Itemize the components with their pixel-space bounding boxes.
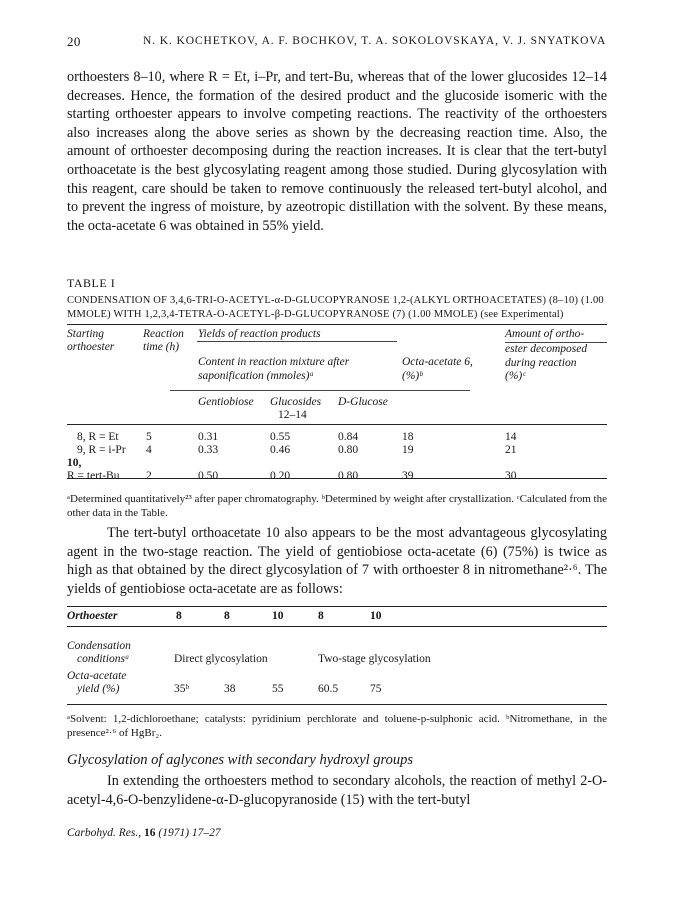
table-1-yields-rule bbox=[197, 341, 397, 342]
t2-two-stage: Two-stage glycosylation bbox=[318, 653, 431, 665]
table-1-caption: CONDENSATION OF 3,4,6-TRI-O-ACETYL-α-D-GLUCOPYRANOSE 1,2-(ALKYL ORTHOACETATES) (8–10) (1.00 MMOLE) WITH 1,2,3,4-TETRA-O-ACETYL-β-D-GLUCOPYRANOSE (7) (1.00 MMOLE) (see Experimental) bbox=[67, 295, 604, 320]
t2-yield: 38 bbox=[224, 683, 236, 695]
t2-yield: 60.5 bbox=[318, 683, 339, 695]
journal-pages: (1971) 17–27 bbox=[158, 827, 221, 839]
cell-orthoester: R = tert-Bu bbox=[67, 470, 120, 482]
journal-footer bbox=[67, 827, 221, 839]
table-1-top-rule bbox=[67, 324, 607, 325]
table-1-header-rule bbox=[67, 424, 607, 425]
cell-glucosides: 0 20 bbox=[270, 470, 291, 482]
cell-gentiobiose: 0.33 bbox=[198, 444, 219, 456]
th-amount-3: during reaction bbox=[505, 357, 577, 369]
cell-orthoester: 8, R = Et bbox=[77, 431, 119, 443]
table-1-subheader-rule bbox=[170, 390, 470, 391]
t2-header-label: Orthoester bbox=[67, 610, 118, 622]
th-dglucose: D-Glucose bbox=[338, 396, 388, 408]
table-2-footnote: ᵃSolvent: 1,2-dichloroethane; catalysts: pyridinium perchlorate and toluene-p-sulphonic acid. ᵇNitromethane, in the presence²·⁶ of HgBr₂. bbox=[67, 713, 607, 739]
t2-direct: Direct glycosylation bbox=[174, 653, 268, 665]
journal-name: Carbohyd. Res., bbox=[67, 827, 142, 839]
cell-amount: 14 bbox=[505, 431, 517, 443]
t2-orthoester: 8 bbox=[318, 610, 324, 622]
th-octa-1: Octa-acetate 6, bbox=[402, 356, 473, 368]
cell-dglucose: 0.80 bbox=[338, 444, 359, 456]
paragraph-1-text: orthoesters 8–10, where R = Et, i–Pr, and tert-Bu, whereas that of the lower glucosides 12–14 decreases. Hence, the formation of the desired product and the glucoside isomeric with the starting orthoester appears to involve competing reactions. The reactivity of the orthoesters also increases along the above series as shown by the decreasing reaction time. Also, the amount of orthoester decomposing during the reaction increases. It is clear that the tert-butyl orthoacetate is the best glycosylating reagent among those studied. During glycosylation with this reagent, care should be taken to remove continuously the released tert-butyl alcohol, and to prevent the ingress of moisture, by azeotropic distillation with the solvent. By these means, the octa-acetate 6 was obtained in 55% yield. bbox=[67, 69, 607, 234]
th-reaction-2: time (h) bbox=[143, 341, 180, 353]
cell-orthoester: 9, R = i-Pr bbox=[77, 444, 126, 456]
running-header bbox=[67, 34, 613, 50]
th-reaction-1: Reaction bbox=[143, 328, 184, 340]
table-2-header-rule bbox=[67, 626, 607, 627]
t2-orthoester: 8 bbox=[176, 610, 182, 622]
t2-octa-2: yield (%) bbox=[77, 683, 120, 695]
cell-glucosides: 0.46 bbox=[270, 444, 291, 456]
body-paragraph-2 bbox=[67, 524, 607, 598]
th-starting-1: Starting bbox=[67, 328, 105, 340]
body-paragraph-3 bbox=[67, 772, 607, 809]
th-yields: Yields of reaction products bbox=[198, 328, 321, 340]
t2-condensation-2: conditionsᵃ bbox=[77, 653, 130, 665]
cell-glucosides: 0.55 bbox=[270, 431, 291, 443]
t2-orthoester: 10 bbox=[272, 610, 284, 622]
cell-time: 4 bbox=[146, 444, 152, 456]
table-1-title: TABLE I bbox=[67, 276, 116, 290]
t2-yield: 35ᵇ bbox=[174, 683, 190, 695]
th-glucosides-2: 12–14 bbox=[278, 409, 307, 421]
t2-orthoester: 8 bbox=[224, 610, 230, 622]
th-content-2: saponification (mmoles)ᵃ bbox=[198, 370, 315, 382]
paragraph-3-text: In extending the orthoesters method to secondary alcohols, the reaction of methyl 2-O-acetyl-4,6-O-benzylidene-α-D-glucopyranoside (15) with the tert-butyl bbox=[67, 773, 607, 808]
cell-octa: 19 bbox=[402, 444, 414, 456]
cell-amount: 21 bbox=[505, 444, 517, 456]
th-starting-2: orthoester bbox=[67, 341, 115, 353]
th-amount-4: (%)ᶜ bbox=[505, 370, 526, 382]
table-1-footnote: ᵃDetermined quantitatively²³ after paper chromatography. ᵇDetermined by weight after crystallization. ᶜCalculated from the other data in the Table. bbox=[67, 493, 607, 519]
cell-octa: 18 bbox=[402, 431, 414, 443]
cell-dglucose: 0.84 bbox=[338, 431, 359, 443]
th-gentiobiose: Gentiobiose bbox=[198, 396, 254, 408]
running-header-authors: N. K. KOCHETKOV, A. F. BOCHKOV, T. A. SOKOLOVSKAYA, V. J. SNYATKOVA bbox=[143, 35, 607, 47]
body-paragraph-1 bbox=[67, 68, 607, 235]
cell-dglucose: 0.80 bbox=[338, 470, 359, 482]
th-amount-1: Amount of ortho- bbox=[505, 328, 585, 340]
th-amount-2: ester decomposed bbox=[505, 343, 588, 355]
cell-time: 2 bbox=[146, 470, 152, 482]
cell-gentiobiose: 0.31 bbox=[198, 431, 219, 443]
th-content-1: Content in reaction mixture after bbox=[198, 356, 350, 368]
table-2-top-rule bbox=[67, 606, 607, 607]
t2-octa-1: Octa-acetate bbox=[67, 670, 127, 682]
page-number: 20 bbox=[67, 34, 81, 49]
cell-amount: 30 bbox=[505, 470, 517, 482]
cell-gentiobiose: 0.50 bbox=[198, 470, 219, 482]
t2-yield: 55 bbox=[272, 683, 284, 695]
table-2-bottom-rule bbox=[67, 704, 607, 705]
t2-condensation-1: Condensation bbox=[67, 640, 131, 652]
th-glucosides-1: Glucosides bbox=[270, 396, 322, 408]
t2-yield: 75 bbox=[370, 683, 382, 695]
paragraph-2-text: The tert-butyl orthoacetate 10 also appears to be the most advantageous glycosylating agent in the two-stage reaction. The yield of gentiobiose octa-acetate (6) (75%) is twice as high as that obtained by the direct glycosylation of 7 with orthoester 8 in nitromethane²·⁶. The yields of gentiobiose octa-acetate are as follows: bbox=[67, 525, 607, 597]
cell-orthoester-number: 10, bbox=[67, 457, 82, 469]
journal-volume: 16 bbox=[143, 827, 156, 839]
cell-time: 5 bbox=[146, 431, 152, 443]
section-heading: Glycosylation of aglycones with secondary hydroxyl groups bbox=[67, 752, 414, 768]
cell-octa: 39 bbox=[402, 470, 414, 482]
t2-orthoester: 10 bbox=[370, 610, 382, 622]
th-octa-2: (%)ᵇ bbox=[402, 370, 423, 382]
